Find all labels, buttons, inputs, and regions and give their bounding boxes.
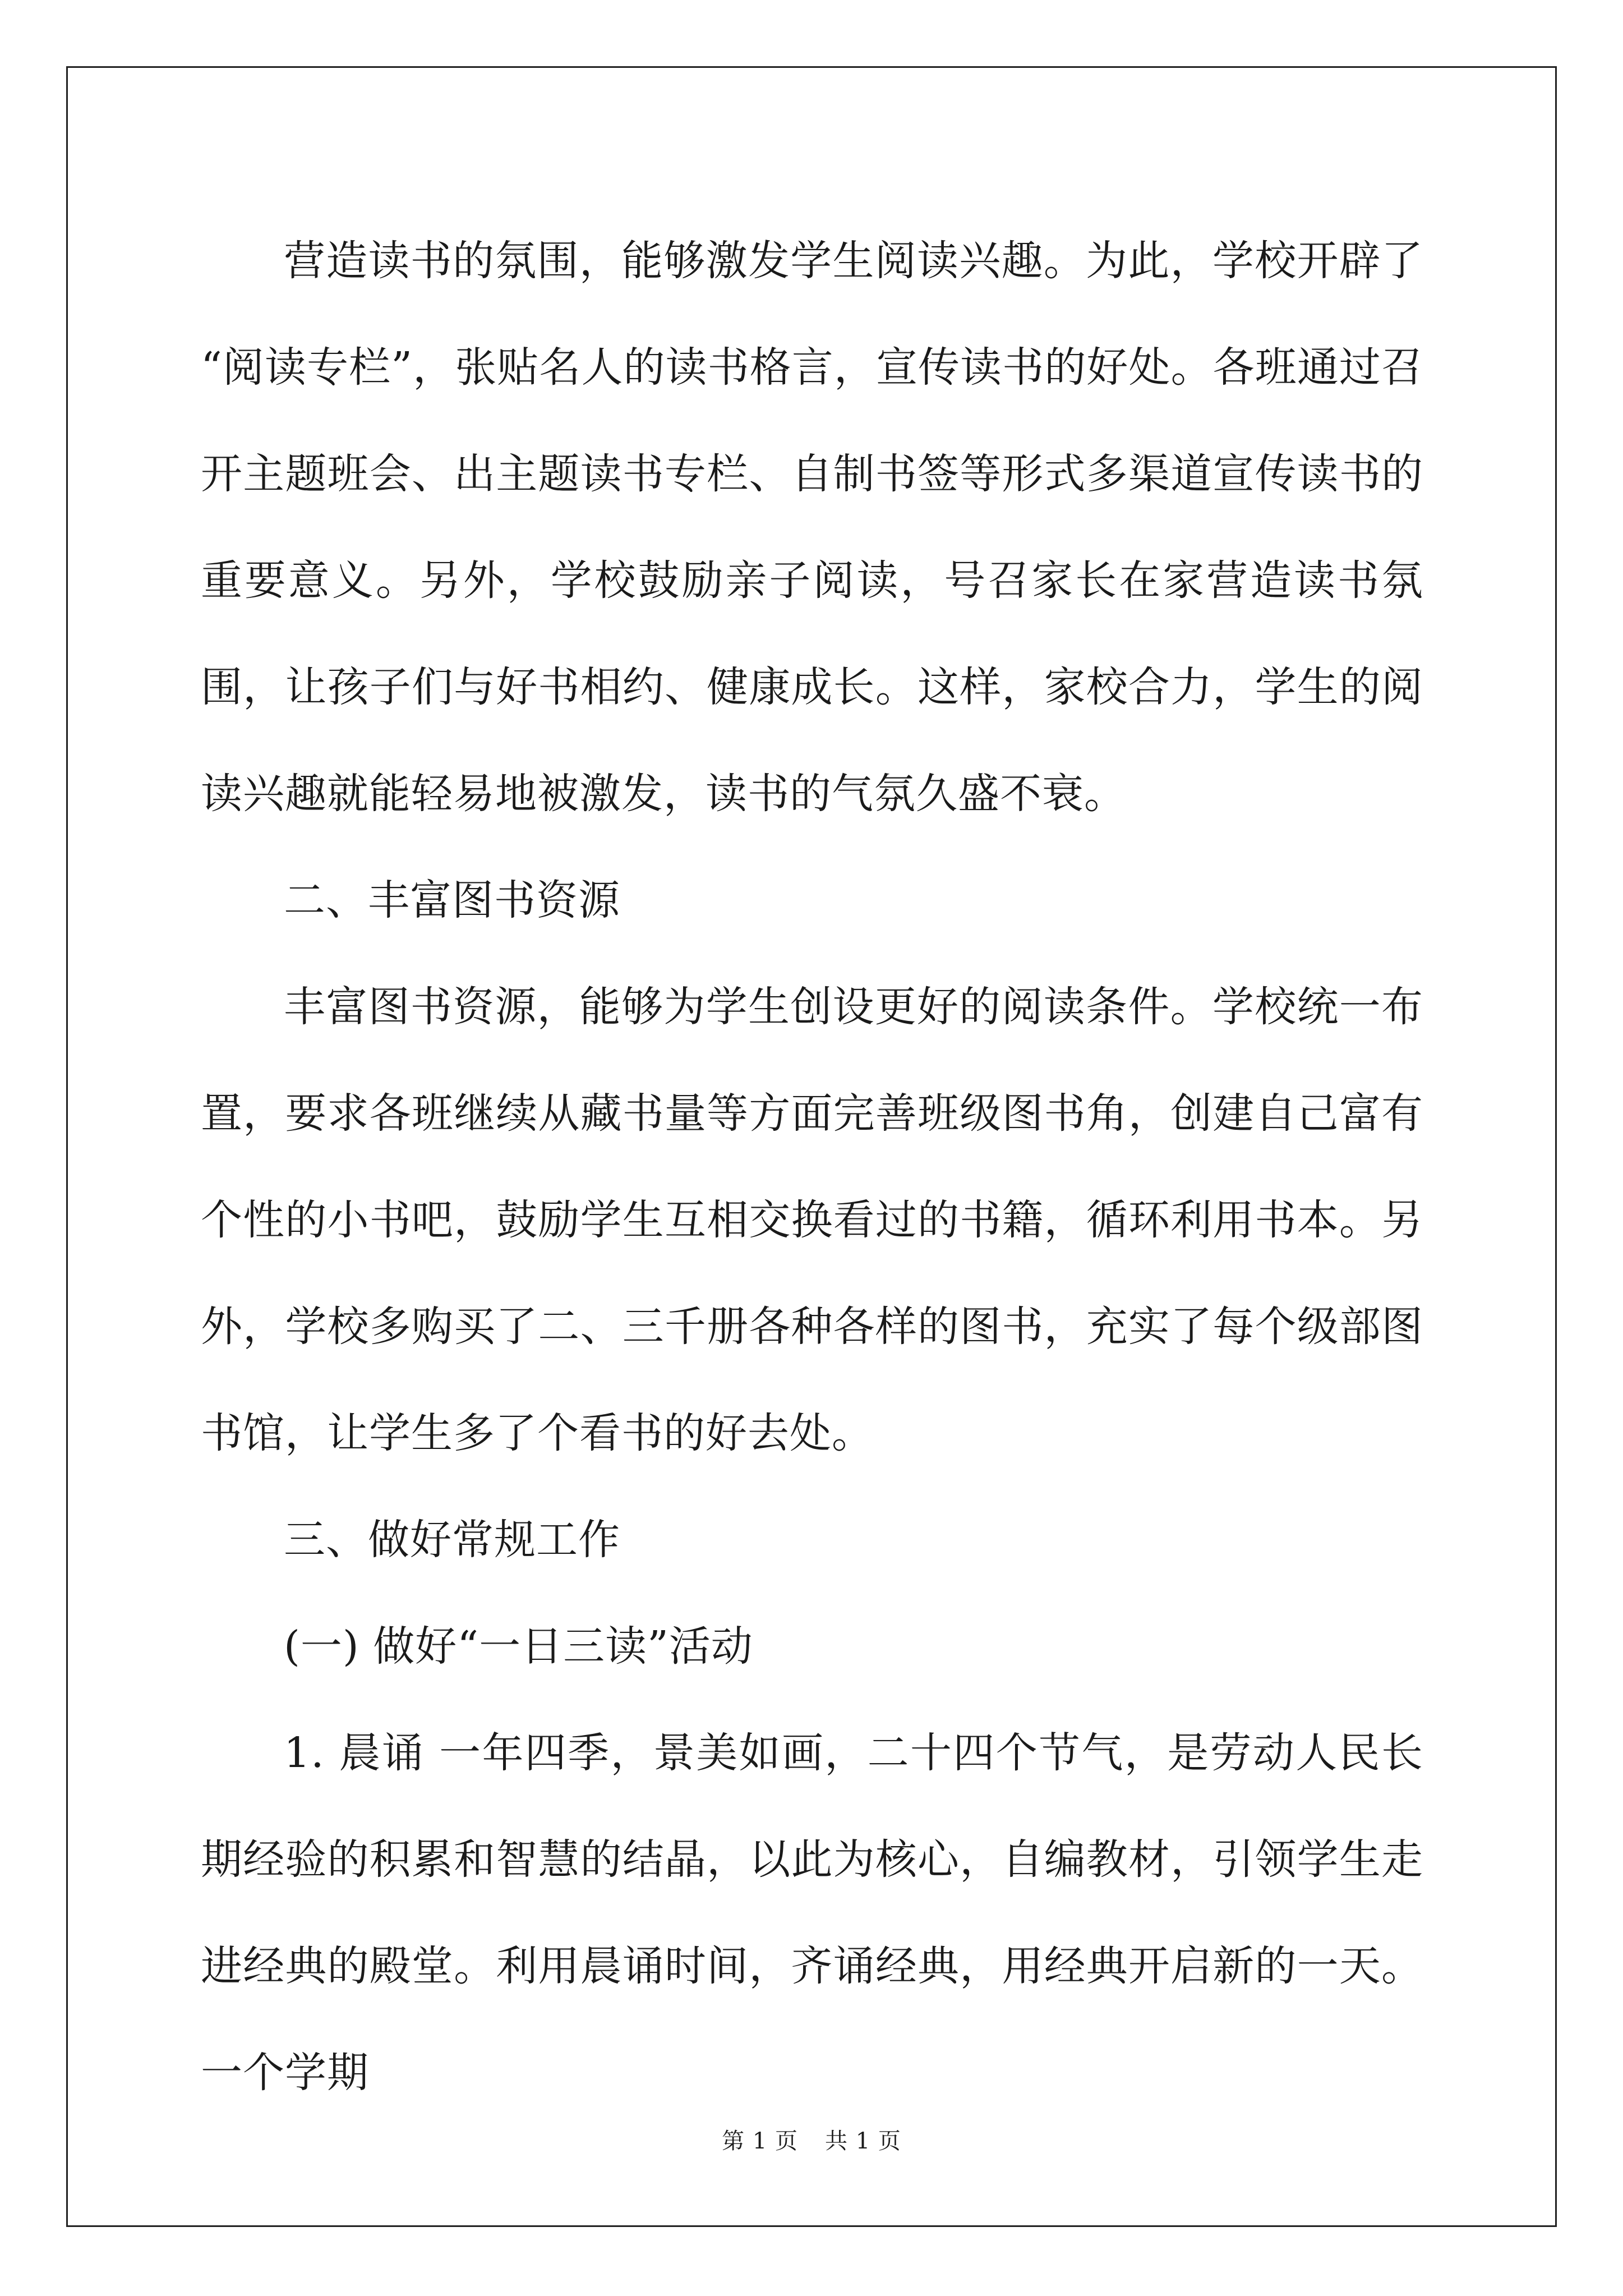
paragraph-morning-recitation: 1. 晨诵 一年四季，景美如画，二十四个节气，是劳动人民长期经验的积累和智慧的结晶，以此为核心，自编教材，引领学生走进经典的殿堂。利用晨诵时间，齐诵经典，用经典开启新的一天。一个学期	[201, 1729, 1423, 2097]
page-number: 第 1 页	[722, 2128, 798, 2154]
document-body	[201, 208, 1423, 2126]
paragraph-reading-atmosphere: 营造读书的氛围，能够激发学生阅读兴趣。为此，学校开辟了 “阅读专栏”，张贴名人的读书格言，宣传读书的好处。各班通过召开主题班会、出主题读书专栏、自制书签等形式多渠道宣传读书的重要意义。另外，学校鼓励亲子阅读，号召家长在家营造读书氛围，让孩子们与好书相约、健康成长。这样，家校合力，学生的阅读兴趣就能轻易地被激发，读书的气氛久盛不衰。	[201, 237, 1423, 818]
heading-enrich-book-resources: 二、丰富图书资源	[284, 876, 620, 924]
heading-three-reads-activity: (一) 做好“一日三读”活动	[284, 1622, 753, 1671]
heading-routine-work: 三、做好常规工作	[284, 1516, 620, 1564]
paragraph-book-resources: 丰富图书资源，能够为学生创设更好的阅读条件。学校统一布置，要求各班继续从藏书量等方面完善班级图书角，创建自己富有个性的小书吧，鼓励学生互相交换看过的书籍，循环利用书本。另外，学校多购买了二、三千册各种各样的图书，充实了每个级部图书馆，让学生多了个看书的好去处。	[201, 983, 1423, 1457]
page-total: 共 1 页	[825, 2128, 901, 2154]
page-footer	[0, 2127, 1623, 2155]
